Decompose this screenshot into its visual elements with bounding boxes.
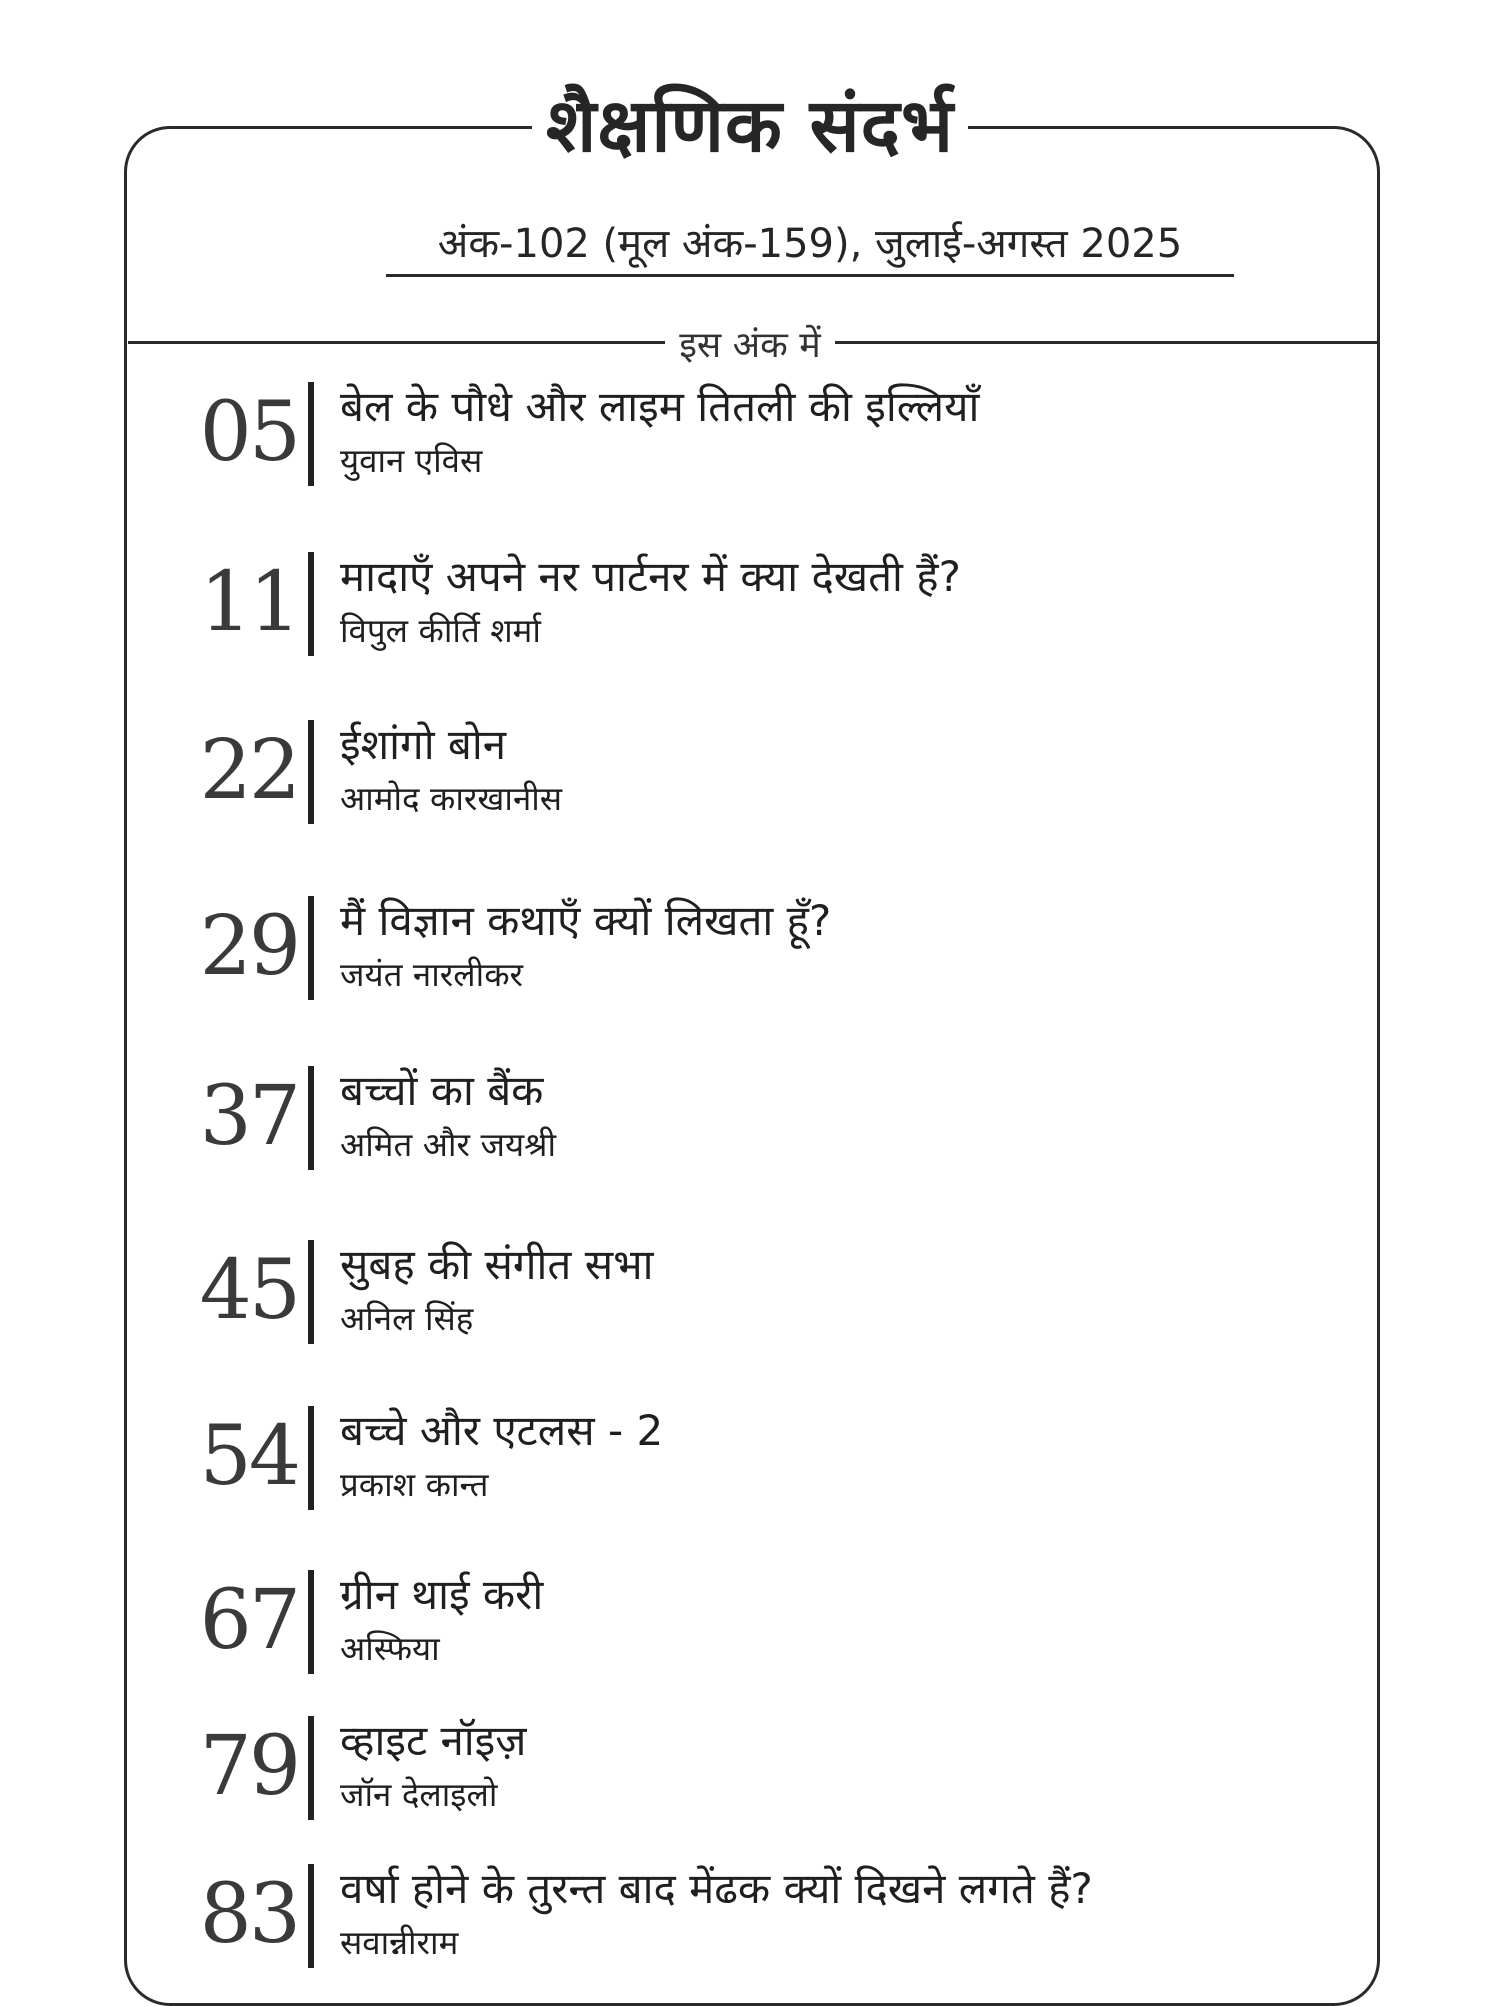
entry-divider-bar (308, 552, 314, 656)
entry-divider-bar (308, 382, 314, 486)
section-label: इस अंक में (665, 322, 835, 370)
entry-divider-bar (308, 1864, 314, 1968)
page-number: 67 (199, 1573, 298, 1668)
page-number: 29 (199, 899, 298, 994)
article-title[interactable]: मादाएँ अपने नर पार्टनर में क्या देखती हैं? (340, 552, 961, 601)
article-author: अस्फिया (340, 1629, 440, 1668)
toc-entry[interactable] (190, 892, 1340, 1002)
page-number: 11 (199, 555, 298, 650)
toc-entry[interactable] (190, 378, 1340, 488)
article-title[interactable]: व्हाइट नॉइज़ (340, 1716, 527, 1765)
toc-entry[interactable] (190, 1712, 1340, 1822)
page-number: 45 (199, 1243, 298, 1338)
article-title[interactable]: सुबह की संगीत सभा (340, 1240, 654, 1289)
toc-entry[interactable] (190, 716, 1340, 826)
page-number: 83 (199, 1867, 298, 1962)
entry-divider-bar (308, 1406, 314, 1510)
article-author: सवान्नीराम (340, 1923, 459, 1962)
article-author: अनिल सिंह (340, 1299, 474, 1338)
magazine-title: शैक्षणिक संदर्भ (532, 78, 968, 174)
toc-entry[interactable] (190, 1236, 1340, 1346)
entry-divider-bar (308, 1066, 314, 1170)
article-author: जयंत नारलीकर (340, 955, 524, 994)
article-author: प्रकाश कान्त (340, 1465, 489, 1504)
page-number: 05 (199, 385, 298, 480)
entry-divider-bar (308, 1240, 314, 1344)
toc-entry[interactable] (190, 1860, 1340, 1970)
article-title[interactable]: ग्रीन थाई करी (340, 1570, 544, 1619)
article-author: जॉन देलाइलो (340, 1775, 498, 1814)
entry-divider-bar (308, 720, 314, 824)
toc-entry[interactable] (190, 548, 1340, 658)
article-title[interactable]: बच्चों का बैंक (340, 1066, 544, 1115)
article-title[interactable]: ईशांगो बोन (340, 720, 507, 769)
article-title[interactable]: मैं विज्ञान कथाएँ क्यों लिखता हूँ? (340, 896, 832, 945)
article-author: युवान एविस (340, 441, 483, 480)
entry-divider-bar (308, 896, 314, 1000)
issue-info: अंक-102 (मूल अंक-159), जुलाई-अगस्त 2025 (437, 221, 1183, 267)
page-number: 79 (199, 1719, 298, 1814)
entry-divider-bar (308, 1570, 314, 1674)
page-number: 22 (199, 723, 298, 818)
page-number: 37 (199, 1069, 298, 1164)
article-author: विपुल कीर्ति शर्मा (340, 611, 541, 650)
article-title[interactable]: बच्चे और एटलस - 2 (340, 1406, 664, 1455)
article-author: आमोद कारखानीस (340, 779, 563, 818)
toc-entry[interactable] (190, 1402, 1340, 1512)
toc-entry[interactable] (190, 1062, 1340, 1172)
page-number: 54 (199, 1409, 298, 1504)
article-title[interactable]: वर्षा होने के तुरन्त बाद मेंढक क्यों दिखने लगते हैं? (340, 1864, 1093, 1913)
article-title[interactable]: बेल के पौधे और लाइम तितली की इल्लियाँ (340, 382, 980, 431)
toc-entry[interactable] (190, 1566, 1340, 1676)
article-author: अमित और जयश्री (340, 1125, 557, 1164)
entry-divider-bar (308, 1716, 314, 1820)
